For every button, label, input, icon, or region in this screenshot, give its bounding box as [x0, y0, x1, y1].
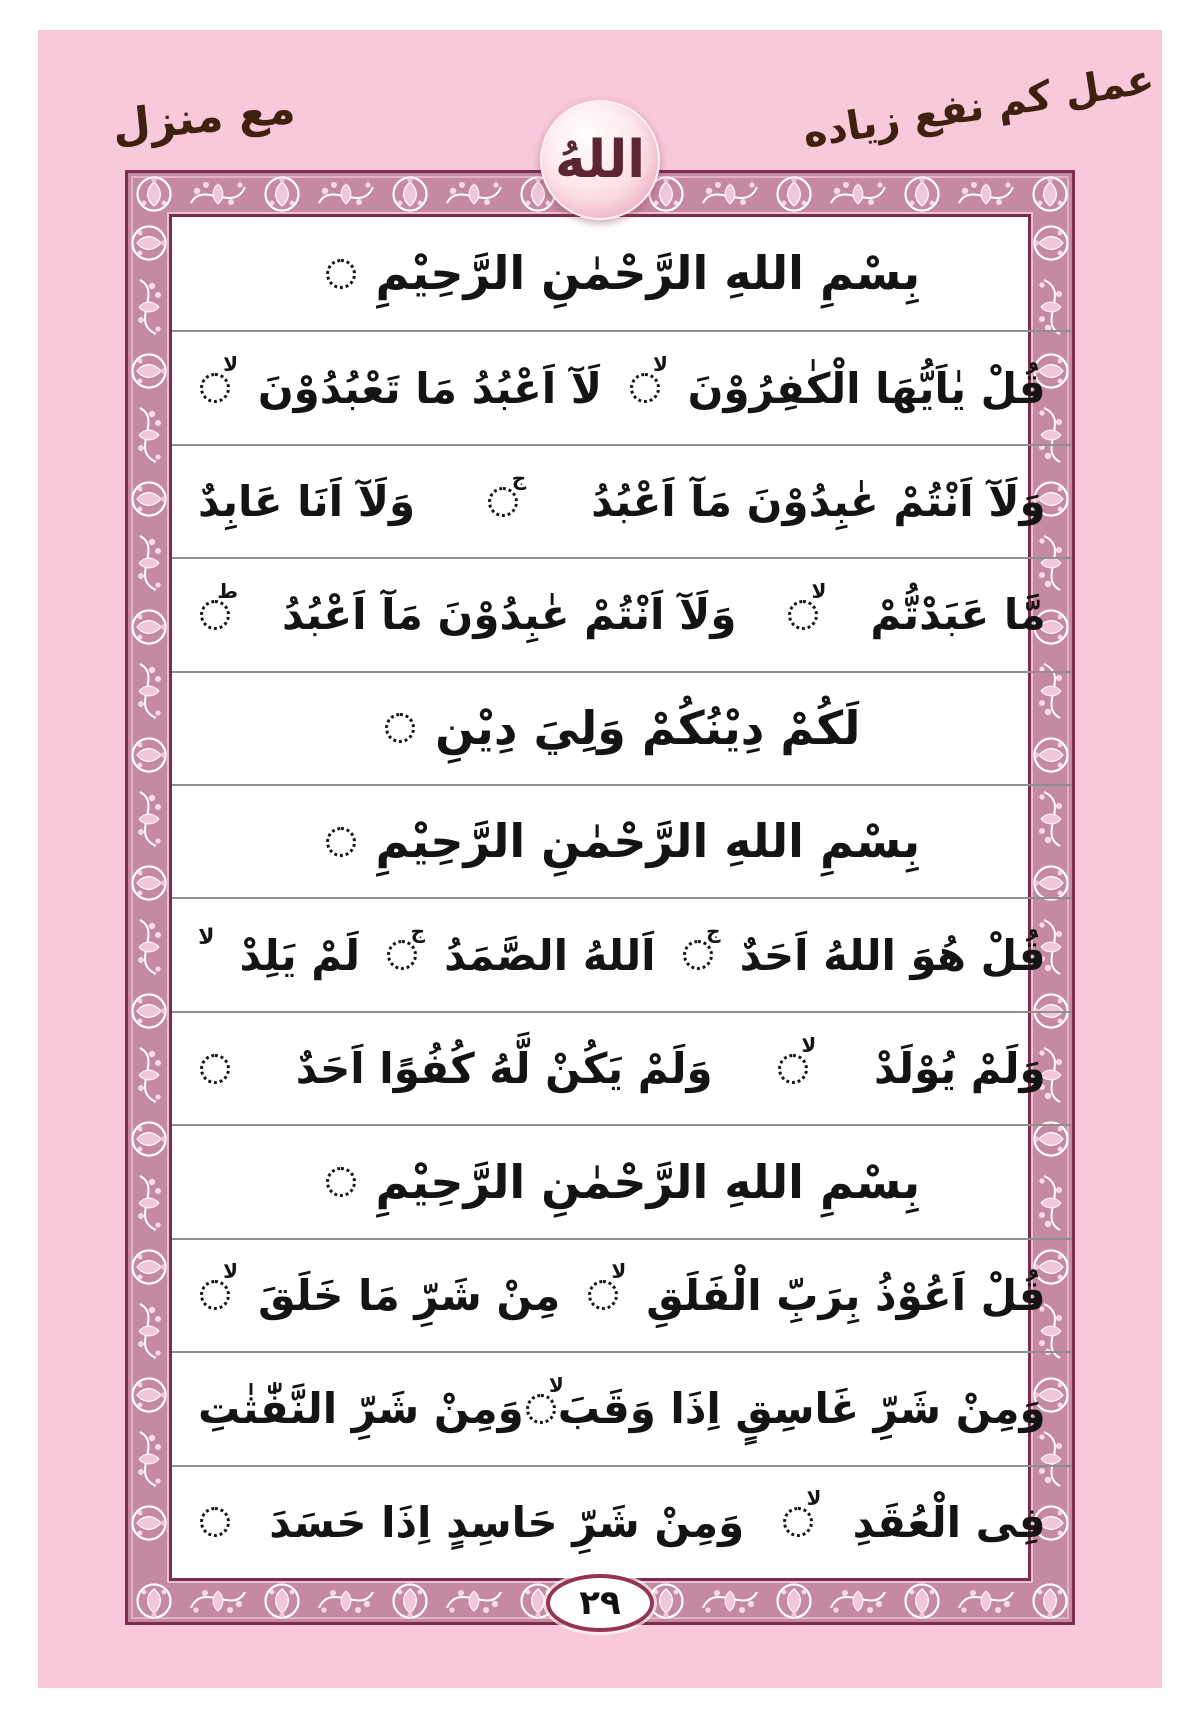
verse-end-circle-icon [385, 713, 415, 743]
waqf-mark: لا [806, 1486, 822, 1511]
verse-text: اَللهُ الصَّمَدُ [444, 930, 656, 980]
waqf-mark: لا [198, 924, 215, 950]
header-right-title: عمل کم نفع زیاده [800, 56, 1158, 158]
verse-text: فِى الْعُقَدِ [852, 1497, 1046, 1547]
verse-text: لَكُمْ دِيْنُكُمْ وَلِيَ دِيْنِ [435, 700, 861, 755]
verse-end-marker [586, 1259, 627, 1312]
verse-end-marker [324, 1165, 358, 1199]
verse-text: وَلَمْ يَكُنْ لَّهُ كُفُوًا اَحَدٌ [295, 1044, 713, 1094]
verse-text: وَمِنْ شَرِّ النَّفّٰثٰتِ [198, 1384, 524, 1434]
verse-end-marker [524, 1372, 564, 1426]
waqf-mark: لا [611, 1259, 627, 1284]
verse-text: وَلَآ اَنَا عَابِدٌ [198, 477, 416, 527]
verse-text: وَلَآ اَنْتُمْ عٰبِدُوْنَ مَآ اَعْبُدُ [282, 590, 737, 640]
quran-line-kafirun-3-4a [172, 444, 1072, 557]
verse-text: قُلْ هُوَ اللهُ اَحَدٌ [739, 930, 1046, 980]
verse-end-marker [324, 825, 358, 859]
verse-text: بِسْمِ اللهِ الرَّحْمٰنِ الرَّحِيْمِ [375, 246, 921, 301]
quran-line-kafirun-1-2 [172, 330, 1072, 443]
verse-text: وَلَآ اَنْتُمْ عٰبِدُوْنَ مَآ اَعْبُدُ [591, 477, 1046, 527]
ornamental-border-frame [125, 170, 1075, 1625]
verse-end-circle-icon [326, 259, 356, 289]
quran-line-ikhlas-3b-4 [172, 1011, 1072, 1124]
verse-end-circle-icon [200, 1507, 230, 1537]
verse-end-marker [776, 1032, 817, 1086]
verse-text: لَآ اَعْبُدُ مَا تَعْبُدُوْنَ [257, 363, 603, 413]
verse-end-marker [786, 578, 827, 632]
quran-line-bismillah-3 [172, 1124, 1072, 1237]
quran-line-bismillah-1 [172, 217, 1072, 330]
verse-end-circle-icon [326, 1167, 356, 1197]
verse-end-marker [198, 352, 239, 405]
verse-end-marker [198, 1259, 239, 1312]
waqf-mark: ج [511, 465, 527, 490]
quran-line-bismillah-2 [172, 784, 1072, 897]
waqf-mark: لا [801, 1032, 817, 1057]
quran-line-falaq-4b-5 [172, 1465, 1072, 1578]
verse-end-circle-icon [326, 827, 356, 857]
text-area [169, 214, 1046, 1581]
verse-end-marker [324, 257, 358, 291]
verse-text: وَلَمْ يُوْلَدْ [874, 1044, 1046, 1094]
waqf-mark: ج [706, 919, 721, 944]
verse-end-marker [383, 711, 417, 745]
waqf-mark: لا [811, 578, 827, 603]
verse-end-marker [781, 1486, 822, 1539]
quran-line-kafirun-6 [172, 671, 1072, 784]
quran-line-falaq-1-2 [172, 1238, 1072, 1351]
verse-text: بِسْمِ اللهِ الرَّحْمٰنِ الرَّحِيْمِ [375, 814, 921, 869]
verse-text: لَمْ يَلِدْ [239, 930, 361, 980]
allah-medallion [540, 100, 660, 220]
verse-text: بِسْمِ اللهِ الرَّحْمٰنِ الرَّحِيْمِ [375, 1154, 921, 1209]
medallion-text: اللهُ [554, 130, 646, 190]
verse-end-marker [198, 578, 239, 632]
quran-line-ikhlas-1-3a [172, 897, 1072, 1010]
verse-text: وَمِنْ شَرِّ غَاسِقٍ اِذَا وَقَبَ [557, 1384, 1046, 1434]
verse-end-marker [486, 465, 527, 519]
verse-end-marker [681, 919, 721, 972]
waqf-mark: ط [217, 578, 239, 603]
quran-line-kafirun-4b-5 [172, 557, 1072, 670]
verse-end-marker [385, 919, 426, 972]
waqf-mark: لا [223, 352, 239, 377]
verse-text: مِنْ شَرِّ مَا خَلَقَ [258, 1270, 561, 1320]
verse-end-marker [198, 1052, 232, 1086]
verse-text: قُلْ اَعُوْذُ بِرَبِّ الْفَلَقِ [646, 1270, 1046, 1320]
verse-text: مَّا عَبَدْتُّمْ [870, 590, 1046, 640]
waqf-mark: لا [548, 1372, 564, 1397]
quran-line-falaq-3-4a [172, 1351, 1072, 1464]
waqf-mark: لا [652, 352, 668, 377]
page-number: ۲۹ [579, 1583, 621, 1623]
page-number-badge [546, 1574, 654, 1632]
waqf-mark: لا [223, 1259, 239, 1284]
verse-text: وَمِنْ شَرِّ حَاسِدٍ اِذَا حَسَدَ [269, 1497, 745, 1547]
header-left-title: مع منزل [109, 82, 298, 153]
verse-text: قُلْ يٰاَيُّهَا الْكٰفِرُوْنَ [687, 363, 1046, 413]
waqf-mark: ج [410, 919, 426, 944]
verse-end-marker [628, 352, 668, 405]
verse-end-marker [198, 1505, 232, 1539]
verse-end-circle-icon [200, 1054, 230, 1084]
